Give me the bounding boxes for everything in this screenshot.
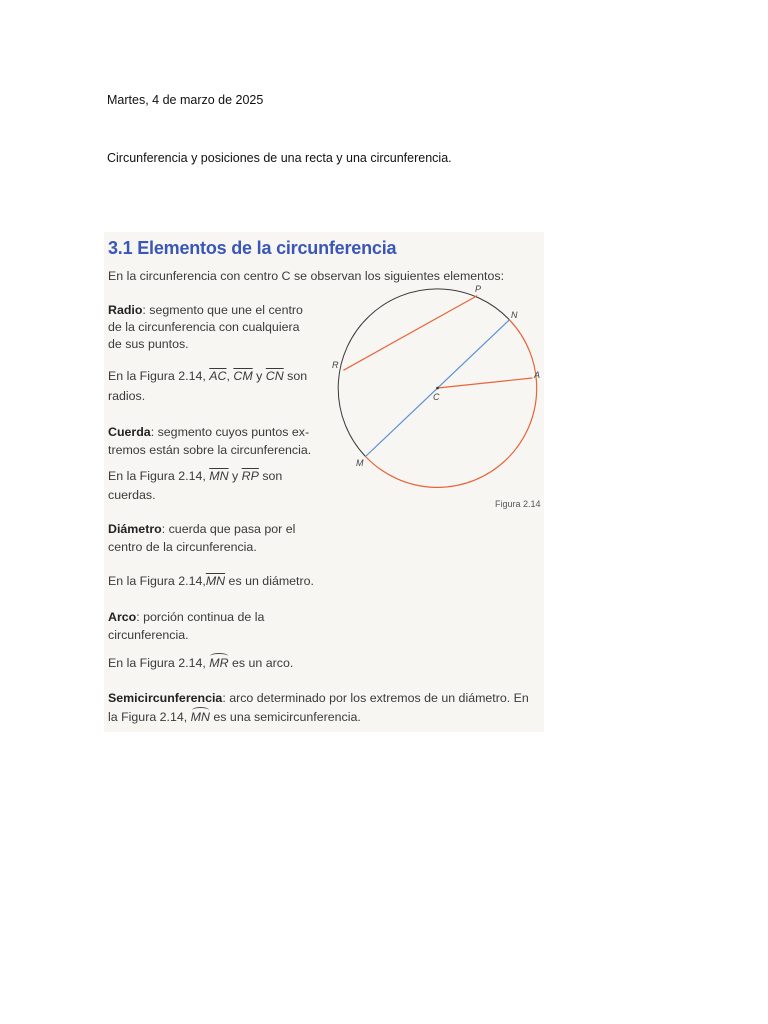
cuerda-term: Cuerda bbox=[108, 425, 151, 439]
excerpt-intro: En la circunferencia con centro C se observan los siguientes elementos: bbox=[108, 269, 505, 283]
diametro-example-suffix: es un diámetro. bbox=[228, 574, 314, 588]
segment-ac: $\overline{AC}$ bbox=[209, 369, 227, 383]
radio-definition-line-3: de sus puntos. bbox=[108, 337, 189, 351]
label-c: C bbox=[433, 392, 440, 402]
arco-def-1: : porción continua de la bbox=[136, 610, 265, 624]
semicircunferencia-example-prefix: la Figura 2.14, bbox=[108, 710, 188, 724]
circle-dark-arc bbox=[338, 289, 509, 457]
label-p: P bbox=[475, 284, 482, 294]
semicircunferencia-definition-line-1 bbox=[108, 690, 529, 706]
circle-orange-arc bbox=[366, 320, 537, 488]
semicircunferencia-term: Semicircunferencia bbox=[108, 691, 223, 705]
cuerda-definition-line-2: tremos están sobre la circunferencia. bbox=[108, 443, 312, 457]
radio-definition-line-1 bbox=[108, 302, 303, 318]
arco-term: Arco bbox=[108, 610, 137, 624]
document-date: Martes, 4 de marzo de 2025 bbox=[107, 93, 264, 107]
semicircunferencia-example bbox=[108, 709, 361, 725]
radio-term: Radio bbox=[108, 303, 143, 317]
figure-2-14-circle-diagram bbox=[328, 282, 544, 522]
segment-rp: $\overline{RP}$ bbox=[241, 469, 259, 483]
radio-definition-line-2: de la circunferencia con cualquiera bbox=[108, 320, 300, 334]
cuerda-def-1: : segmento cuyos puntos ex- bbox=[150, 425, 310, 439]
diametro-term: Diámetro bbox=[108, 522, 162, 536]
cuerda-example bbox=[108, 468, 282, 484]
cuerda-definition-line-1 bbox=[108, 424, 309, 440]
excerpt-heading: 3.1 Elementos de la circunferencia bbox=[108, 238, 397, 258]
segment-cn: $\overline{CN}$ bbox=[265, 369, 284, 383]
radio-example-prefix: En la Figura 2.14, bbox=[108, 369, 206, 383]
diametro-example bbox=[108, 573, 314, 589]
semicircunferencia-example-suffix: es una semicircunferencia. bbox=[213, 710, 361, 724]
diametro-definition-line-2: centro de la circunferencia. bbox=[108, 540, 257, 554]
radius-ca bbox=[438, 378, 533, 388]
cuerda-example-son: son bbox=[262, 469, 283, 483]
diameter-mn: $\overline{MN}$ bbox=[205, 574, 226, 588]
label-m: M bbox=[356, 458, 364, 468]
cuerda-example-suffix: cuerdas. bbox=[108, 488, 156, 502]
cuerda-example-and: y bbox=[232, 469, 239, 483]
arc-mn: MN bbox=[190, 710, 210, 724]
segment-cm: $\overline{CM}$ bbox=[233, 369, 253, 383]
center-point bbox=[436, 387, 439, 390]
radio-example: En la Figura 2.14, $\overline{AC}$, $\overline{CM}$ y $\overline{CN}$ son bbox=[108, 369, 308, 383]
arco-example-prefix: En la Figura 2.14, bbox=[108, 656, 206, 670]
document-subtitle: Circunferencia y posiciones de una recta y una circunferencia. bbox=[107, 151, 452, 165]
arco-definition-line-2: circunferencia. bbox=[108, 628, 189, 642]
cuerda-example-prefix: En la Figura 2.14, bbox=[108, 469, 206, 483]
figure-caption: Figura 2.14 bbox=[495, 499, 541, 509]
radio-def-1: : segmento que une el centro bbox=[142, 303, 303, 317]
radio-example-son: son bbox=[287, 369, 308, 383]
label-r: R bbox=[332, 360, 339, 370]
radio-example-suffix: radios. bbox=[108, 389, 146, 403]
arco-example-suffix: es un arco. bbox=[232, 656, 294, 670]
segment-mn: $\overline{MN}$ bbox=[209, 469, 229, 483]
arc-mr: MR bbox=[209, 656, 229, 670]
diametro-example-prefix: En la Figura 2.14, bbox=[108, 574, 206, 588]
diametro-definition-line-1 bbox=[108, 521, 295, 537]
arco-example bbox=[108, 655, 293, 671]
textbook-excerpt bbox=[104, 232, 544, 732]
semicircunferencia-def-1: : arco determinado por los extremos de un diámetro. En bbox=[222, 691, 529, 705]
diametro-def-1: : cuerda que pasa por el bbox=[161, 522, 296, 536]
radio-example-and: y bbox=[256, 369, 263, 383]
label-a: A bbox=[534, 370, 541, 380]
label-n: N bbox=[511, 310, 518, 320]
arco-definition-line-1 bbox=[108, 609, 264, 625]
chord-rp bbox=[343, 296, 477, 371]
